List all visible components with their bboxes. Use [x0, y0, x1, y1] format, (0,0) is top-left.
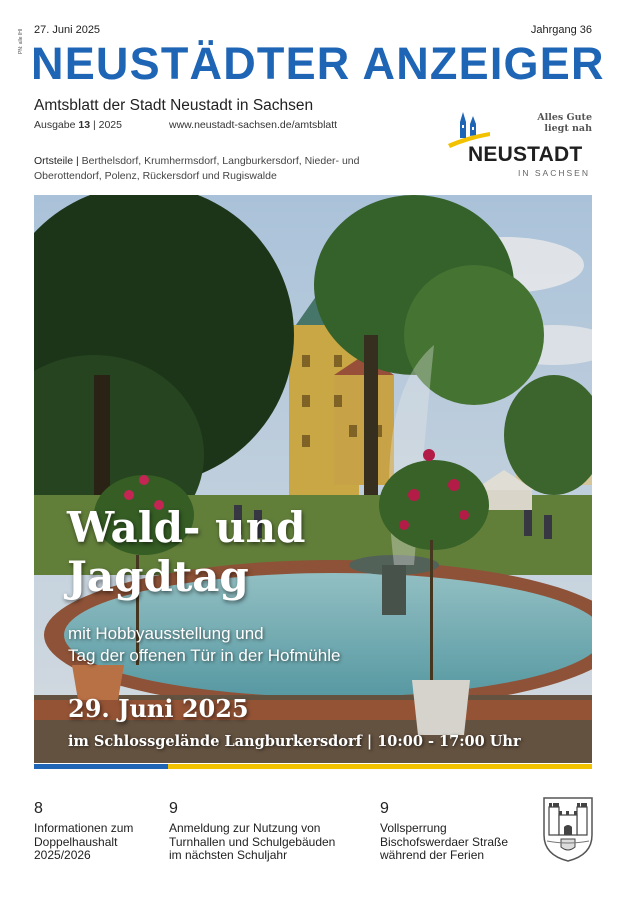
logo-name: NEUSTADT	[468, 143, 583, 166]
masthead-subtitle: Amtsblatt der Stadt Neustadt in Sachsen	[34, 97, 314, 114]
event-title-line-2: Jagdtag	[67, 552, 249, 601]
accent-bar-yellow	[168, 764, 592, 769]
teaser-text	[380, 822, 530, 863]
issue-number: 13	[78, 119, 91, 131]
teaser-road-closure[interactable]	[380, 800, 530, 863]
postal-code-vertical: PN: alle IHI	[18, 28, 24, 54]
teaser-line: Anmeldung zur Nutzung von	[169, 821, 321, 835]
districts-list: Berthelsdorf, Krumhermsdorf, Langburkersdorf, Nieder- und Oberottendorf, Polenz, Rückersdorf und Rugiswalde	[34, 155, 360, 182]
neustadt-logo	[444, 108, 594, 180]
issue-date: 27. Juni 2025	[34, 24, 101, 36]
teaser-page-number: 8	[34, 800, 43, 817]
event-subtitle-line-1: mit Hobbyausstellung und	[68, 624, 264, 643]
teaser-page-number: 9	[169, 800, 178, 817]
accent-bar-blue	[34, 764, 168, 769]
issue-label: Ausgabe	[34, 119, 76, 131]
coat-of-arms-icon	[541, 795, 595, 863]
issue-info	[34, 119, 122, 131]
districts-label: Ortsteile |	[34, 155, 79, 167]
teaser-line: Doppelhaushalt	[34, 834, 118, 849]
teaser-line: 2025/2026	[34, 848, 91, 862]
event-location-time: im Schlossgelände Langburkersdorf | 10:00 - 17:00 Uhr	[68, 733, 521, 750]
districts-info	[34, 154, 374, 184]
castle-garden-fountain-photo	[34, 195, 592, 763]
logo-slogan	[537, 112, 592, 134]
event-title	[67, 503, 367, 601]
teaser-line: Vollsperrung	[380, 821, 447, 835]
logo-subline: IN SACHSEN	[518, 168, 590, 178]
issue-year: | 2025	[92, 119, 122, 131]
event-subtitle-line-2: Tag der offenen Tür in der Hofmühle	[68, 646, 341, 665]
event-subtitle	[68, 623, 488, 667]
event-title-line-1: Wald- und	[67, 503, 306, 552]
teaser-gym-registration[interactable]	[169, 800, 364, 863]
teaser-line: im nächsten Schuljahr	[169, 848, 288, 862]
teaser-page-number: 9	[380, 800, 389, 817]
teaser-text	[169, 822, 364, 863]
teaser-budget[interactable]	[34, 800, 159, 863]
teaser-line: während der Ferien	[380, 848, 485, 862]
teaser-text	[34, 822, 159, 863]
cover-photo	[34, 195, 592, 763]
event-date: 29. Juni 2025	[68, 694, 249, 723]
teaser-line: Turnhallen und Schulgebäuden	[169, 834, 336, 849]
teaser-line: Informationen zum	[34, 821, 134, 835]
slogan-line-1: Alles Gute	[537, 112, 592, 123]
masthead-title: NEUSTÄDTER ANZEIGER	[31, 38, 605, 89]
teaser-line: Bischofswerdaer Straße	[380, 834, 509, 849]
volume-number: Jahrgang 36	[530, 24, 592, 36]
website-link[interactable]: www.neustadt-sachsen.de/amtsblatt	[169, 119, 338, 131]
slogan-line-2: liegt nah	[544, 123, 592, 134]
